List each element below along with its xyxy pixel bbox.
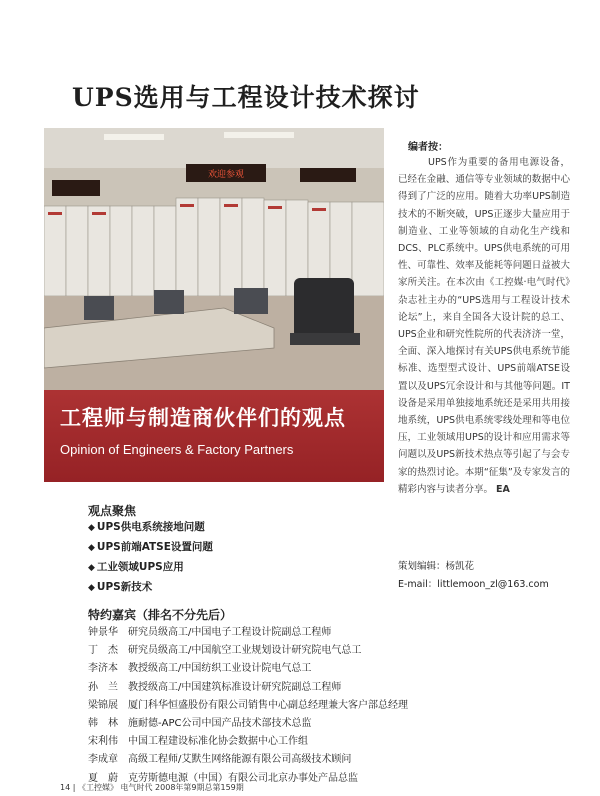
editor-note-paragraph: UPS作为重要的备用电源设备，已经在金融、通信等专业领域的数据中心得到了广泛的应用。随着大功率UPS制造技术的不断突破，UPS正逐步大量应用于制造业、工业等领域的自动化生产线和DCS、PLC系统中。UPS供电系统的可用性、可靠性、效率及能耗等问题日益被大家所关注。在本次由《工控媒·电气时代》杂志社主办的“UPS选用与工程设计技术论坛”上，来自全国各大设计院的总工、UPS企业和研究性院所的代表济济一堂，全面、深入地探讨有关UPS供电系统节能标准、选型型式设计、UPS前端ATSE设置以及UPS冗余设计和与其他等问题。IT设备是采用单独接地系统还是采用共用接地系统，UPS供电系统零线处理和等电位压，工业领域用UPS的设计和应用需求等问题以及UPS新技术热点等引起了与会专家的热烈讨论。本期“征集”及专家发言的精彩内容与读者分享。 [398, 157, 570, 495]
banner-subtitle: Opinion of Engineers & Factory Partners [60, 442, 294, 457]
guest-row [88, 642, 408, 660]
guest-name: 李成章 [88, 754, 118, 766]
editor-note-label: 编者按： [408, 142, 448, 153]
guest-name: 孙 兰 [88, 681, 118, 693]
led-display-text: 欢迎参观 [207, 170, 245, 180]
control-room-illustration [44, 128, 384, 390]
guest-name: 李济本 [88, 663, 118, 675]
guest-role: 研究员级高工/中国电子工程设计院副总工程师 [128, 627, 332, 638]
guest-name: 韩 林 [88, 718, 118, 730]
control-room-photo [44, 128, 384, 482]
guest-row [88, 660, 408, 678]
guest-role: 研究员级高工/中国航空工业规划设计研究院电气总工 [128, 645, 362, 657]
guest-role: 中国工程建设标准化协会数据中心工作组 [128, 736, 308, 748]
guest-list [88, 624, 408, 788]
article-title: UPS选用与工程设计技术探讨 [72, 83, 420, 112]
photo-banner [44, 390, 384, 482]
guest-name: 钟景华 [88, 627, 118, 638]
guest-name: 梁锦展 [88, 699, 118, 711]
editor-signature: EA [496, 483, 510, 495]
guest-role: 克劳斯德电源（中国）有限公司北京办事处产品总监 [128, 772, 358, 784]
guest-row [88, 715, 408, 733]
guest-role: 高级工程师/艾默生网络能源有限公司高级技术顾问 [128, 754, 352, 766]
focus-item: ◆ UPS前端ATSE设置问题 [88, 538, 213, 558]
guest-row [88, 624, 408, 642]
led-display-right [300, 168, 356, 182]
led-display-left [52, 180, 100, 196]
guest-role: 施耐德-APC公司中国产品技术部技术总监 [128, 718, 312, 730]
guest-role: 教授级高工/中国纺织工业设计院电气总工 [128, 663, 312, 675]
guest-row [88, 733, 408, 751]
focus-list [88, 518, 213, 598]
guest-row [88, 679, 408, 697]
focus-item: ◆ 工业领域UPS应用 [88, 558, 213, 578]
guest-name: 丁 杰 [88, 645, 118, 657]
page-footer: 14 | 《工控媒》 电气时代 2008年第9期总第159期 [60, 783, 244, 792]
guest-row [88, 697, 408, 715]
editor-email: E-mail：littlemoon_zl@163.com [398, 579, 549, 590]
banner-title: 工程师与制造商伙伴们的观点 [60, 406, 346, 430]
guest-role: 厦门科华恒盛股份有限公司销售中心副总经理兼大客户部总经理 [128, 699, 408, 711]
guest-role: 教授级高工/中国建筑标准设计研究院副总工程师 [128, 681, 342, 693]
planning-editor: 策划编辑：杨凯花 [398, 561, 475, 572]
focus-item: ◆ UPS新技术 [88, 578, 213, 598]
focus-item: ◆ UPS供电系统接地问题 [88, 518, 213, 538]
focus-title: 观点聚焦 [88, 504, 137, 518]
guest-name: 宋利伟 [88, 736, 118, 748]
editor-note-text [398, 154, 570, 498]
guest-row [88, 751, 408, 769]
guest-name: 夏 蔚 [88, 772, 118, 784]
guests-title: 特约嘉宾（排名不分先后） [88, 608, 233, 622]
